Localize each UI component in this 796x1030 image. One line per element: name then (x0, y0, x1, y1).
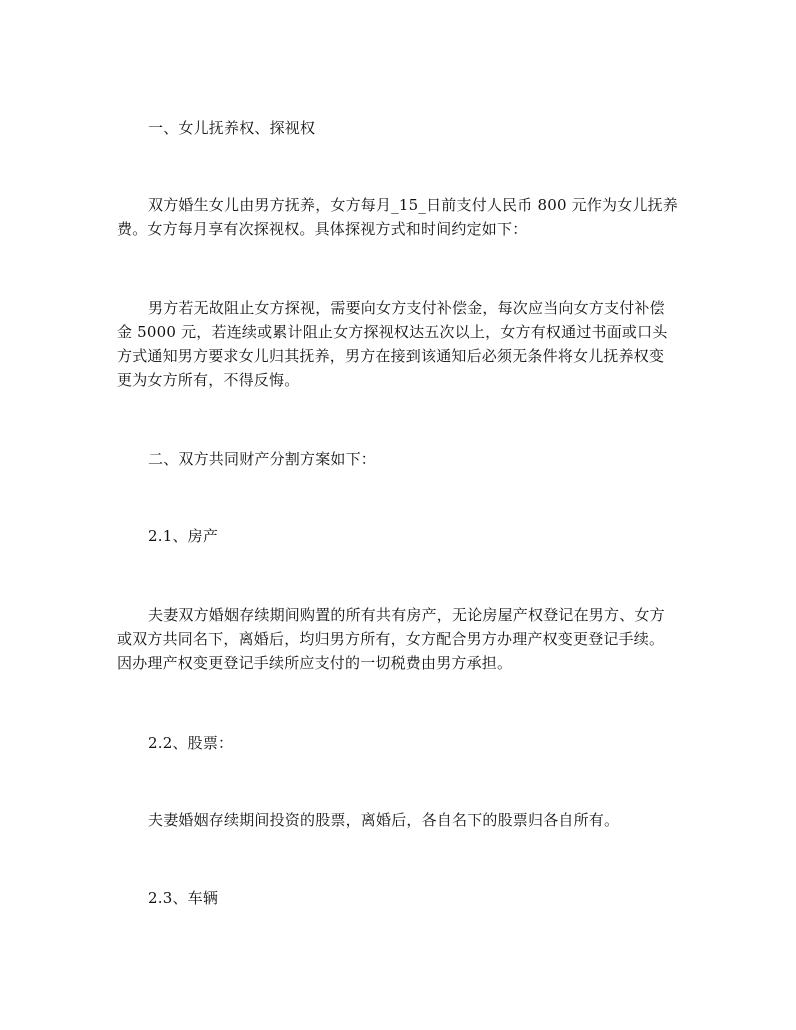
subsection-heading-real-estate: 2.1、房产 (148, 527, 219, 545)
paragraph-line: 因办理产权变更登记手续所应支付的一切税费由男方承担。 (117, 654, 513, 672)
paragraph-line: 男方若无故阻止女方探视，需要向女方支付补偿金，每次应当向女方支付补偿 (148, 299, 665, 317)
paragraph-line: 费。女方每月享有次探视权。具体探视方式和时间约定如下： (117, 220, 528, 238)
section-heading-property: 二、双方共同财产分割方案如下： (148, 450, 377, 468)
subsection-heading-stocks: 2.2、股票： (148, 734, 234, 752)
paragraph-line: 夫妻双方婚姻存续期间购置的所有共有房产，无论房屋产权登记在男方、女方 (148, 606, 665, 624)
paragraph-line: 金 5000 元，若连续或累计阻止女方探视权达五次以上，女方有权通过书面或口头 (117, 323, 668, 341)
paragraph-line: 夫妻婚姻存续期间投资的股票，离婚后，各自名下的股票归各自所有。 (148, 811, 620, 829)
section-heading-custody: 一、女儿抚养权、探视权 (148, 119, 316, 137)
paragraph-line: 双方婚生女儿由男方抚养，女方每月_15_日前支付人民币 800 元作为女儿抚养 (148, 196, 679, 214)
subsection-heading-vehicles: 2.3、车辆 (148, 889, 219, 907)
paragraph-line: 方式通知男方要求女儿归其抚养，男方在接到该通知后必须无条件将女儿抚养权变 (117, 347, 665, 365)
paragraph-line: 更为女方所有，不得反悔。 (117, 371, 300, 389)
paragraph-line: 或双方共同名下，离婚后，均归男方所有，女方配合男方办理产权变更登记手续。 (117, 630, 665, 648)
